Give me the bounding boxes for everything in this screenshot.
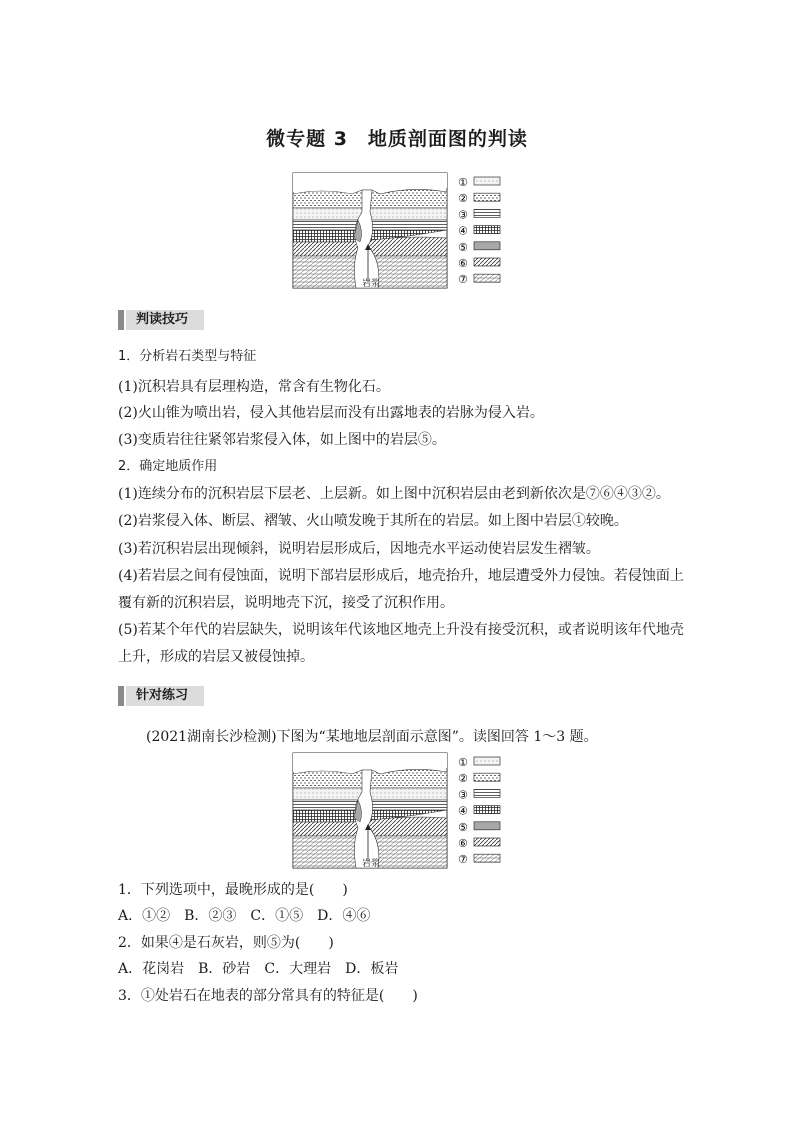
cross-section-figure-top — [292, 172, 504, 290]
section-bar — [118, 686, 124, 706]
section-label: 判读技巧 — [126, 310, 204, 330]
legend-label: ⑥ — [458, 837, 468, 850]
legend-label: ① — [458, 176, 468, 189]
legend-swatch — [474, 773, 500, 781]
paragraph-line: (4)若岩层之间有侵蚀面，说明下部岩层形成后，地壳抬升，地层遭受外力侵蚀。若侵蚀面上 — [118, 568, 684, 584]
legend-swatch — [474, 258, 500, 266]
cross-section — [293, 173, 447, 289]
legend-swatch — [474, 806, 500, 814]
answer-options: A．①② B．②③ C．①⑤ D．④⑥ — [118, 908, 371, 924]
legend-swatch — [474, 757, 500, 765]
legend-label: ② — [458, 772, 468, 786]
paragraph-line: (3)若沉积岩层出现倾斜，说明岩层形成后，因地壳水平运动使岩层发生褶皱。 — [118, 541, 600, 557]
cross-section — [293, 753, 447, 869]
paragraph-line: (1)沉积岩具有层理构造，常含有生物化石。 — [118, 379, 390, 395]
question-text: 3．①处岩石在地表的部分常具有的特征是( ) — [118, 988, 418, 1004]
cross-section-figure-bottom — [292, 752, 504, 870]
section-bar — [118, 310, 124, 330]
page-title: 微专题 3 地质剖面图的判读 — [266, 128, 528, 150]
legend-swatch — [474, 242, 500, 250]
magma-label: 岩浆 — [362, 859, 381, 869]
magma-label: 岩浆 — [362, 279, 381, 289]
legend-label: ① — [458, 756, 468, 769]
question-text: 2．如果④是石灰岩，则⑤为( ) — [118, 935, 334, 951]
paragraph-line: (2)岩浆侵入体、断层、褶皱、火山喷发晚于其所在的岩层。如上图中岩层①较晚。 — [118, 513, 628, 529]
subheading: 1．分析岩石类型与特征 — [118, 349, 257, 364]
question-text: 1．下列选项中，最晚形成的是( ) — [118, 882, 348, 898]
legend — [458, 176, 500, 286]
legend-label: ④ — [458, 804, 468, 818]
paragraph-line: 覆有新的沉积岩层，说明地壳下沉，接受了沉积作用。 — [118, 595, 454, 611]
subheading: 2．确定地质作用 — [118, 459, 218, 474]
section-header-practice — [118, 686, 204, 706]
paragraph-line: (5)若某个年代的岩层缺失，说明该年代该地区地壳上升没有接受沉积，或者说明该年代地壳 — [118, 622, 684, 638]
legend-label: ④ — [458, 224, 468, 238]
legend-swatch — [474, 838, 500, 846]
legend-label: ⑤ — [458, 240, 468, 254]
legend-label: ⑦ — [458, 273, 468, 287]
legend-label: ③ — [458, 208, 468, 222]
answer-options: A．花岗岩 B．砂岩 C．大理岩 D．板岩 — [118, 961, 399, 977]
paragraph-line: (2)火山锥为喷出岩，侵入其他岩层而没有出露地表的岩脉为侵入岩。 — [118, 405, 544, 421]
legend-swatch — [474, 226, 500, 234]
paragraph-line: (3)变质岩往往紧邻岩浆侵入体，如上图中的岩层⑤。 — [118, 432, 446, 448]
legend-swatch — [474, 789, 500, 797]
legend-swatch — [474, 177, 500, 185]
legend-label: ⑤ — [458, 820, 468, 834]
paragraph-line: (1)连续分布的沉积岩层下层老、上层新。如上图中沉积岩层由老到新依次是⑦⑥④③②。 — [118, 486, 670, 502]
section-label: 针对练习 — [126, 686, 204, 706]
legend-swatch — [474, 274, 500, 282]
legend-swatch — [474, 854, 500, 862]
legend-label: ⑦ — [458, 853, 468, 867]
legend — [458, 756, 500, 866]
legend-label: ③ — [458, 788, 468, 802]
section-header-tips — [118, 310, 204, 330]
legend-swatch — [474, 209, 500, 217]
legend-label: ⑥ — [458, 257, 468, 270]
paragraph-line: 上升，形成的岩层又被侵蚀掉。 — [118, 649, 314, 665]
legend-swatch — [474, 822, 500, 830]
legend-swatch — [474, 193, 500, 201]
practice-intro: (2021湖南长沙检测)下图为“某地地层剖面示意图”。读图回答 1～3 题。 — [146, 729, 598, 745]
legend-label: ② — [458, 192, 468, 206]
